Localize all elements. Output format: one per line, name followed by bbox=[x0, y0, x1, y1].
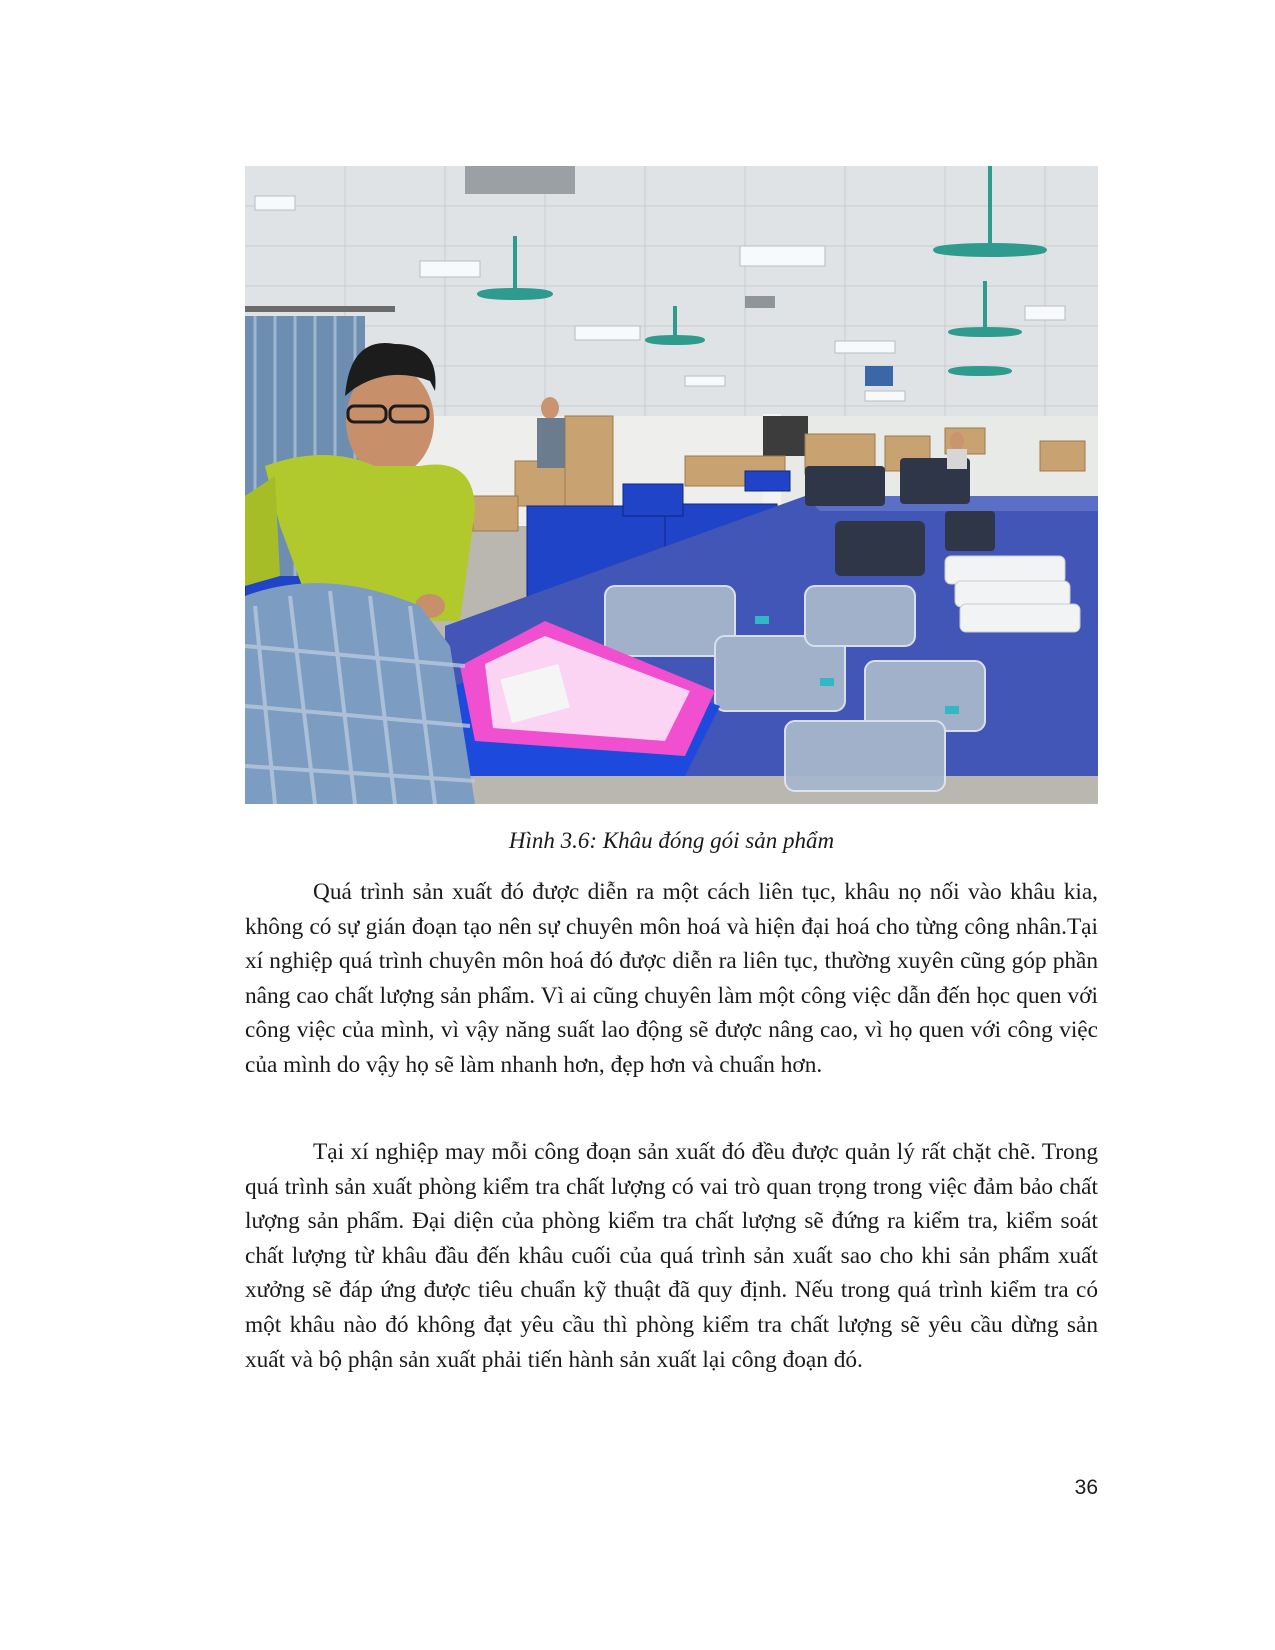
figure-caption: Hình 3.6: Khâu đóng gói sản phẩm bbox=[508, 828, 835, 853]
page-number: 36 bbox=[1074, 1476, 1098, 1499]
body-paragraph-1: Quá trình sản xuất đó được diễn ra một cách liên tục, khâu nọ nối vào khâu kia, không có sự gián đoạn tạo nên sự chuyên môn hoá và hiện đại hoá cho từng công nhân.Tại xí nghiệp quá trình chuyên môn hoá đó được diễn ra liên tục, thường xuyên cũng góp phần nâng cao chất lượng sản phẩm. Vì ai cũng chuyên làm một công việc dẫn đến học quen với công việc của mình, vì vậy năng suất lao động sẽ được nâng cao, vì họ quen với công việc của mình do vậy họ sẽ làm nhanh hơn, đẹp hơn và chuẩn hơn. bbox=[245, 879, 1098, 1078]
packing-area-illustration bbox=[245, 166, 1098, 804]
factory-packing-photo bbox=[245, 166, 1098, 804]
body-paragraph-2: Tại xí nghiệp may mỗi công đoạn sản xuất đó đều được quản lý rất chặt chẽ. Trong quá trình sản xuất phòng kiểm tra chất lượng có vai trò quan trọng trong việc đảm bảo chất lượng sản phẩm. Đại diện của phòng kiểm tra chất lượng sẽ đứng ra kiểm tra, kiểm soát chất lượng từ khâu đầu đến khâu cuối của quá trình sản xuất sao cho khi sản phẩm xuất xưởng sẽ đáp ứng được tiêu chuẩn kỹ thuật đã quy định. Nếu trong quá trình kiểm tra có một khâu nào đó không đạt yêu cầu thì phòng kiểm tra chất lượng sẽ yêu cầu dừng sản xuất và bộ phận sản xuất phải tiến hành sản xuất lại công đoạn đó. bbox=[245, 1139, 1098, 1373]
